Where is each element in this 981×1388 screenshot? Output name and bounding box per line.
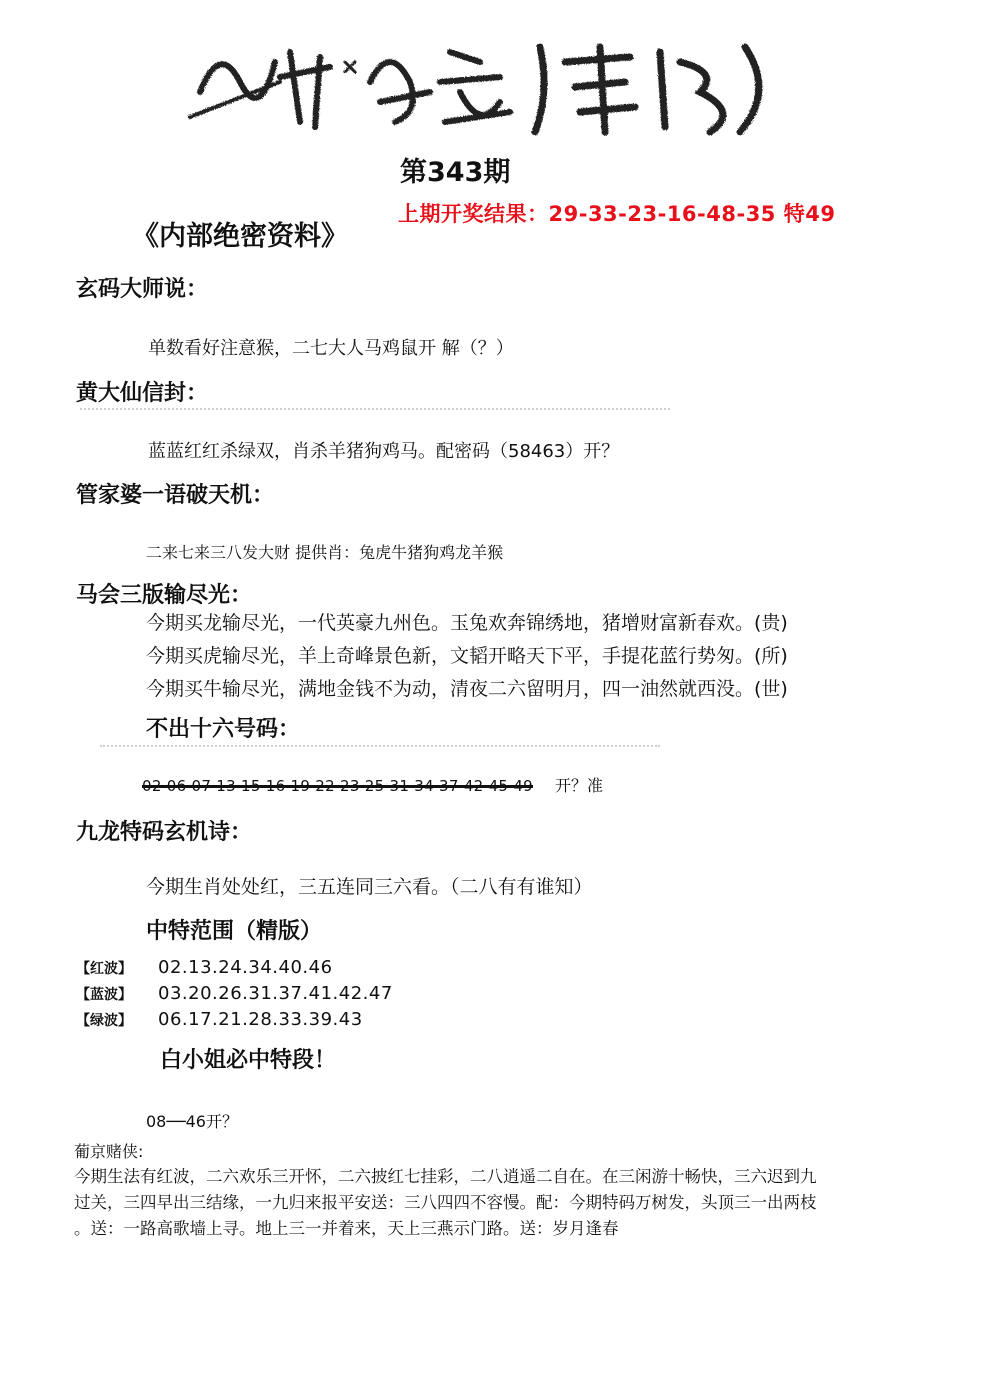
section-text-xuanma: 单数看好注意猴，二七大人马鸡鼠开 解（？）	[148, 338, 514, 359]
range-numbers: 02.13.24.34.40.46	[158, 957, 333, 978]
section-heading-guanjia: 管家婆一语破天机：	[76, 483, 275, 508]
section-heading-range: 中特范围（精版）	[146, 919, 323, 944]
banner-title-image	[180, 22, 780, 140]
section-heading-xuanma: 玄码大师说：	[76, 277, 209, 302]
excluded-numbers-line	[142, 773, 603, 796]
section-heading-bai: 白小姐必中特段！	[160, 1048, 337, 1073]
section-line-mahui-1: 今期买龙输尽光，一代英豪九州色。玉兔欢奔锦绣地，猪增财富新春欢。(贵)	[146, 612, 788, 634]
excluded-numbers-suffix: 开？准	[555, 776, 604, 795]
section-text-bai: 08──46开？	[146, 1112, 238, 1131]
dotted-divider	[100, 745, 660, 747]
section-heading-mahui: 马会三版输尽光：	[76, 583, 253, 608]
section-line-mahui-2: 今期买虎输尽光，羊上奇峰景色新，文韬开略天下平，手提花蓝行势匆。(所)	[146, 645, 788, 667]
section-text-huang: 蓝蓝红红杀绿双，肖杀羊猪狗鸡马。配密码（58463）开？	[148, 441, 620, 462]
section-line-pujing-2: 过关，三四早出三结缘，一九归来报平安送：三八四四不容慢。配：今期特码万树发，头顶三一出两枝	[74, 1193, 817, 1212]
section-line-pujing-1: 今期生法有红波，二六欢乐三开怀，二六披红七挂彩，二八逍遥二自在。在三闲游十畅快，三六迟到九	[74, 1167, 817, 1186]
section-heading-huang: 黄大仙信封：	[76, 381, 209, 406]
section-heading-pujing: 葡京赌侠:	[74, 1142, 144, 1161]
range-numbers: 06.17.21.28.33.39.43	[158, 1009, 363, 1030]
last-draw-result: 上期开奖结果：29-33-23-16-48-35 特49	[398, 202, 836, 226]
section-line-pujing-3: 。送：一路高歌墙上寻。地上三一并着来，天上三燕示门路。送：岁月逢春	[74, 1219, 619, 1238]
range-tag: 【红波】	[76, 961, 132, 977]
range-row-red	[76, 957, 333, 978]
dotted-divider	[80, 408, 670, 410]
range-tag: 【绿波】	[76, 1013, 132, 1029]
section-heading-buchu: 不出十六号码：	[146, 717, 301, 742]
section-text-guanjia: 二来七来三八发大财 提供肖：兔虎牛猪狗鸡龙羊猴	[146, 543, 504, 562]
range-row-blue	[76, 983, 393, 1004]
excluded-numbers: 02 06 07 13 15 16 19 22 23 25 31 34 37 42 45 49	[142, 777, 534, 795]
section-line-mahui-3: 今期买牛输尽光，满地金钱不为动，清夜二六留明月，四一油然就西没。(世)	[146, 678, 788, 700]
document-title: 《内部绝密资料》	[132, 221, 348, 252]
section-text-jiulong: 今期生肖处处红，三五连同三六看。（二八有有谁知）	[146, 876, 593, 898]
issue-number: 第343期	[400, 157, 511, 188]
range-tag: 【蓝波】	[76, 987, 132, 1003]
section-heading-jiulong: 九龙特码玄机诗：	[76, 820, 253, 845]
range-numbers: 03.20.26.31.37.41.42.47	[158, 983, 393, 1004]
range-row-green	[76, 1009, 363, 1030]
